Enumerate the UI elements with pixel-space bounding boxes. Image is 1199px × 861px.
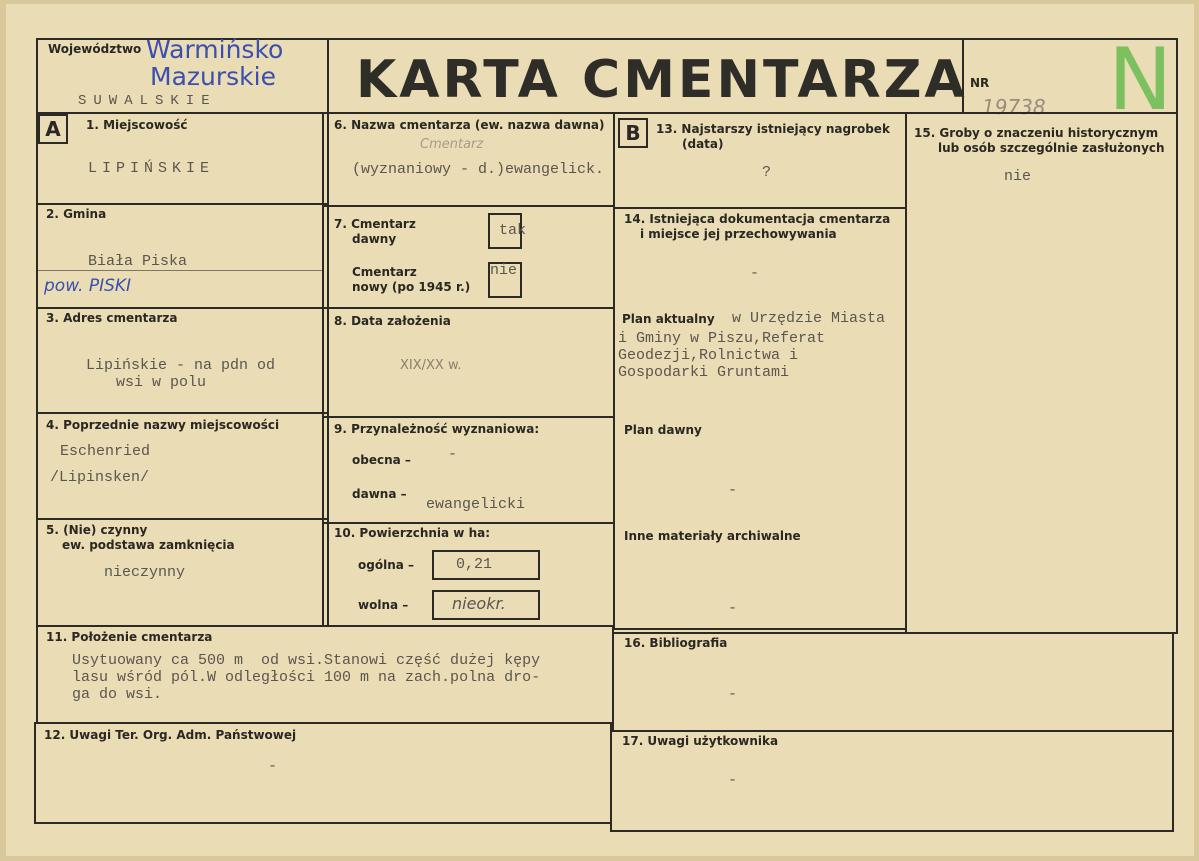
field-7-old-label-2: dawny: [352, 232, 397, 246]
field-14-label-1: 14. Istniejąca dokumentacja cmentarza: [624, 212, 891, 226]
field-9-former-label: dawna –: [352, 487, 407, 501]
field-2-value: Biała Piska: [88, 253, 188, 270]
field-15-label-2: lub osób szczególnie zasłużonych: [938, 141, 1165, 155]
wojewodztwo-stamp-1: Warmińsko: [146, 35, 284, 64]
field-17-value: -: [728, 772, 738, 789]
field-9-label: 9. Przynależność wyznaniowa:: [334, 422, 540, 436]
field-13-label-2: (data): [682, 137, 724, 151]
nr-value: 19738: [982, 95, 1046, 119]
field-6-value: (wyznaniowy - d.)ewangelick.: [352, 161, 605, 178]
wojewodztwo-stamp-2: Mazurskie: [150, 62, 276, 91]
field-5-value: nieczynny: [104, 564, 186, 581]
page-title: KARTA CMENTARZA: [356, 50, 968, 110]
field-1-label: 1. Miejscowość: [86, 118, 188, 132]
field-2-powiat: pow. PISKI: [44, 276, 132, 296]
plan-old-label: Plan dawny: [624, 423, 702, 437]
plan-current-line-2: i Gminy w Piszu,Referat: [618, 330, 826, 347]
field-8-label: 8. Data założenia: [334, 314, 451, 328]
field-3-label: 3. Adres cmentarza: [46, 311, 178, 325]
field-10-free-label: wolna –: [358, 598, 409, 612]
field-11-value-2: lasu wśród pól.W odległości 100 m na zach.polna dro-: [72, 669, 541, 686]
wojewodztwo-label: Województwo: [48, 42, 142, 56]
field-6-handwritten: Cmentarz: [420, 137, 484, 152]
field-3-value-2: wsi w polu: [116, 374, 207, 391]
field-3-value-1: Lipińskie - na pdn od: [86, 357, 276, 374]
field-7-old-label-1: 7. Cmentarz: [334, 217, 416, 231]
plan-current-line-1: w Urzędzie Miasta: [732, 310, 886, 327]
field-10-free-value: nieokr.: [452, 594, 506, 613]
field-7-new-label-1: Cmentarz: [352, 265, 417, 279]
field-14-cell: [613, 207, 907, 630]
field-9-current-value: -: [448, 446, 458, 463]
plan-current-line-4: Gospodarki Gruntami: [618, 364, 790, 381]
field-10-label: 10. Powierzchnia w ha:: [334, 526, 491, 540]
field-13-label-1: 13. Najstarszy istniejący nagrobek: [656, 122, 890, 136]
field-12-value: -: [268, 758, 278, 775]
field-5-label-2: ew. podstawa zamknięcia: [62, 538, 235, 552]
other-materials-label: Inne materiały archiwalne: [624, 529, 801, 543]
field-2-divider: [38, 270, 323, 271]
section-a-letter: A: [38, 114, 68, 144]
field-9-current-label: obecna –: [352, 453, 411, 467]
field-10-total-value: 0,21: [456, 556, 493, 573]
section-b-letter: B: [618, 118, 648, 148]
field-4-label: 4. Poprzednie nazwy miejscowości: [46, 418, 280, 432]
field-2-label: 2. Gmina: [46, 207, 107, 221]
field-6-label: 6. Nazwa cmentarza (ew. nazwa dawna): [334, 118, 605, 132]
wojewodztwo-typed: SUWALSKIE: [78, 93, 217, 109]
field-16-value: -: [728, 686, 738, 703]
field-16-label: 16. Bibliografia: [624, 636, 728, 650]
field-13-value: ?: [762, 164, 772, 181]
plan-old-value: -: [728, 482, 738, 499]
field-11-value-3: ga do wsi.: [72, 686, 163, 703]
field-15-cell: [905, 112, 1178, 634]
field-7-new-value: nie: [490, 262, 518, 279]
field-10-total-label: ogólna –: [358, 558, 415, 572]
field-14-value: -: [750, 265, 760, 282]
field-11-label: 11. Położenie cmentarza: [46, 630, 213, 644]
field-12-label: 12. Uwagi Ter. Org. Adm. Państwowej: [44, 728, 297, 742]
field-15-label-1: 15. Groby o znaczeniu historycznym: [914, 126, 1159, 140]
plan-current-label: Plan aktualny: [622, 312, 715, 326]
field-1-value: LIPIŃSKIE: [88, 160, 215, 177]
field-11-value-1: Usytuowany ca 500 m od wsi.Stanowi część dużej kępy: [72, 652, 541, 669]
field-14-label-2: i miejsce jej przechowywania: [640, 227, 837, 241]
other-materials-value: -: [728, 600, 738, 617]
category-mark: N: [1108, 30, 1173, 130]
field-15-value: nie: [1004, 168, 1032, 185]
field-4-value-1: Eschenried: [60, 443, 151, 460]
nr-label: NR: [970, 76, 990, 90]
field-4-value-2: /Lipinsken/: [50, 469, 150, 486]
plan-current-line-3: Geodezji,Rolnictwa i: [618, 347, 799, 364]
field-8-value: XIX/XX w.: [400, 358, 462, 373]
field-9-former-value: ewangelicki: [426, 496, 526, 513]
field-7-new-label-2: nowy (po 1945 r.): [352, 280, 471, 294]
field-5-label-1: 5. (Nie) czynny: [46, 523, 148, 537]
field-7-old-value: tak: [499, 222, 527, 239]
field-17-label: 17. Uwagi użytkownika: [622, 734, 779, 748]
